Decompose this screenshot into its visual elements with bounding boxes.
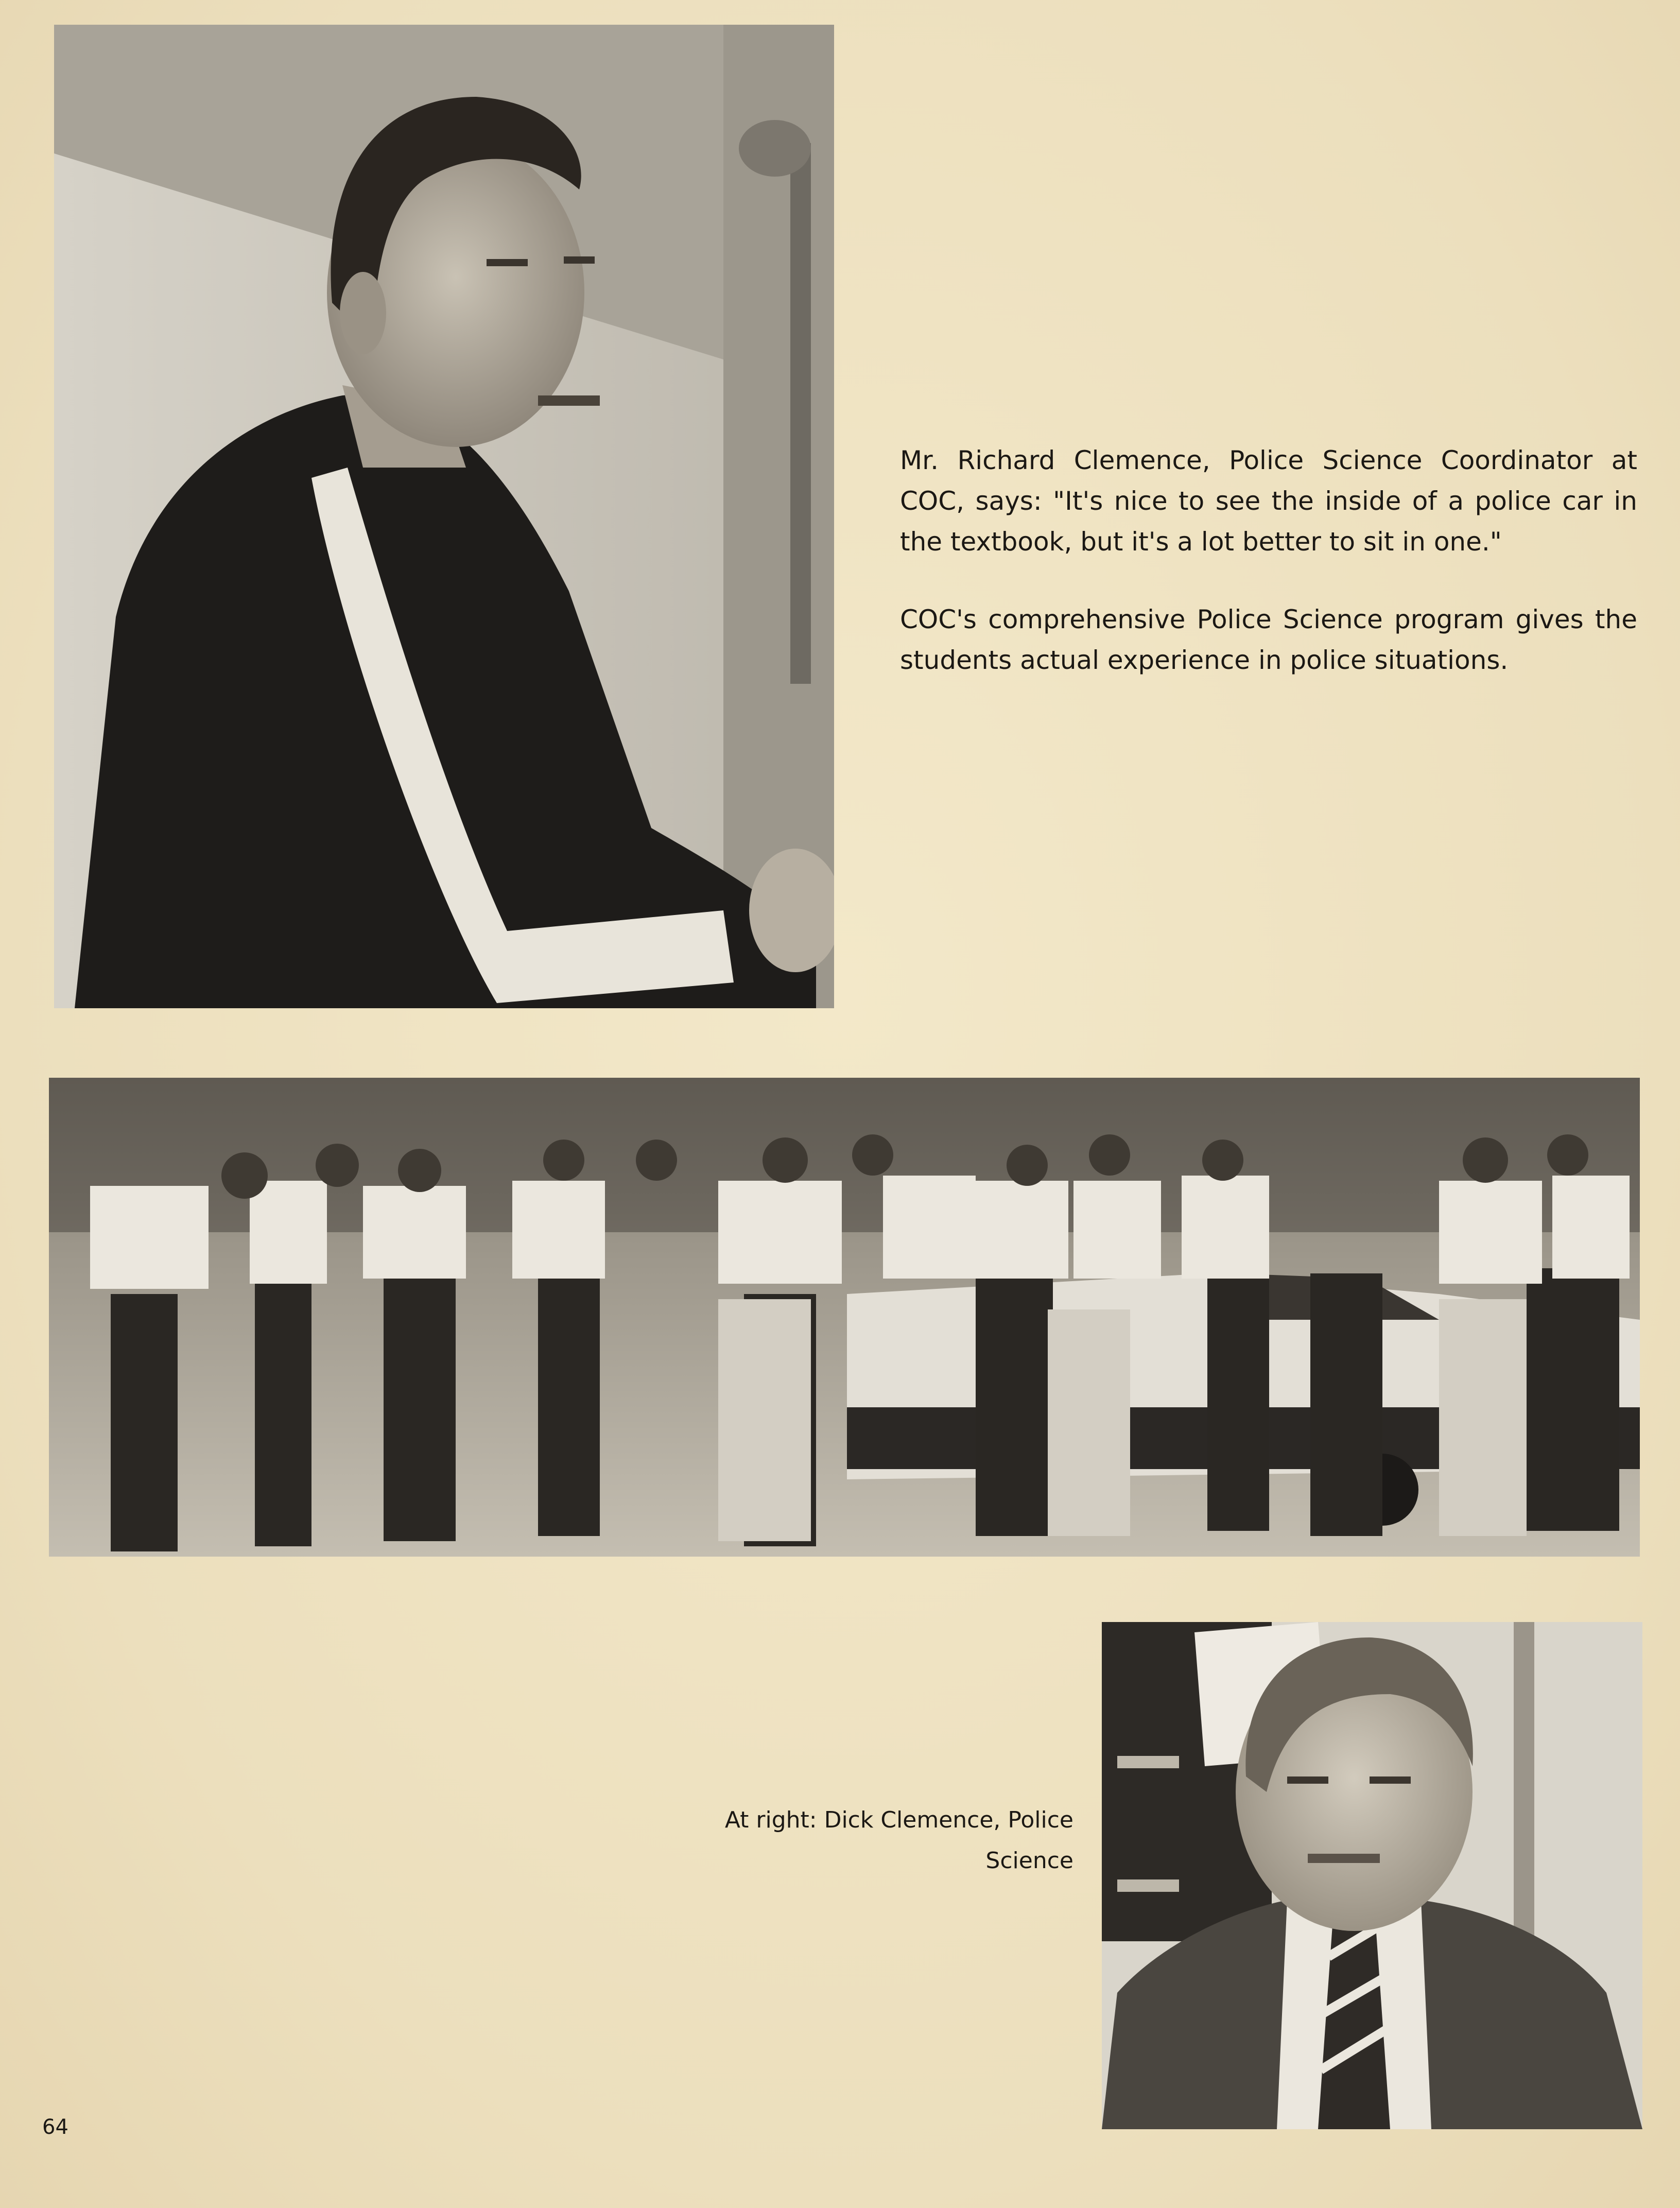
photo-portrait-office xyxy=(1102,1622,1642,2129)
caption-paragraph-quote: Mr. Richard Clemence, Police Science Coordinator at COC, says: "It's nice to see the inside of a police car in the textbook, but it's a lot better to sit in one." xyxy=(900,445,1637,557)
page-number: 64 xyxy=(42,2115,68,2139)
group-police-car-image xyxy=(49,1078,1640,1557)
caption-paragraph-program: COC's comprehensive Police Science program gives the students actual experience in police situations. xyxy=(900,605,1637,675)
photo-caption-right: At right: Dick Clemence, Police Science xyxy=(724,1807,1073,1874)
photo-portrait-at-door xyxy=(54,25,834,1008)
portrait-office-image xyxy=(1102,1622,1642,2129)
portrait-at-door-image xyxy=(54,25,834,1008)
photo-caption-main xyxy=(900,440,1637,718)
photo-group-police-car xyxy=(49,1078,1640,1557)
